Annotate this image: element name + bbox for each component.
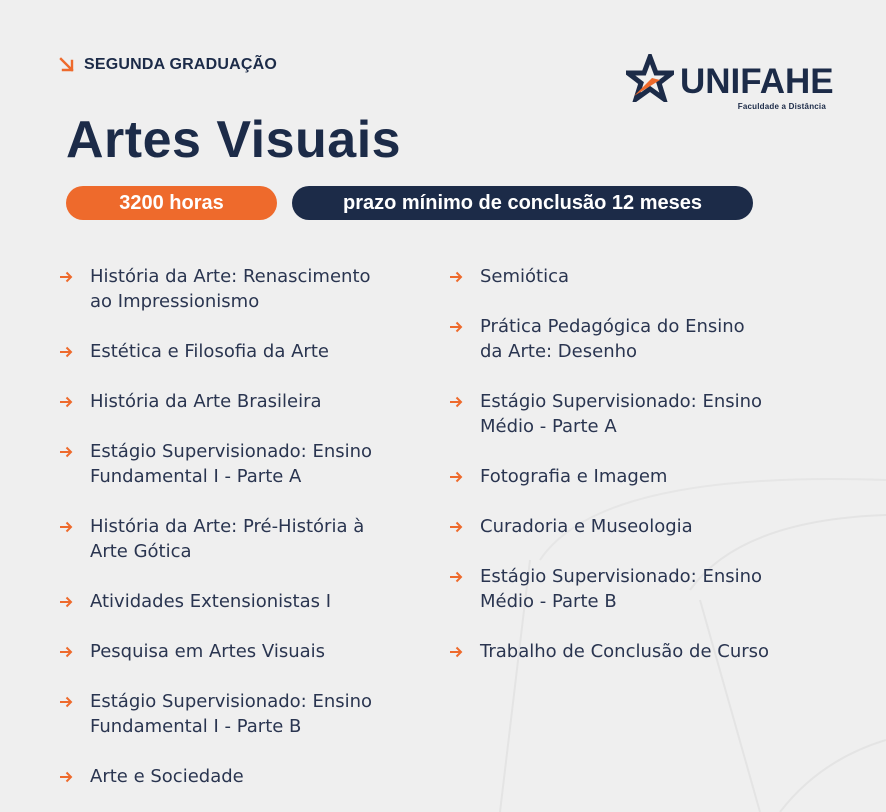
subject-line: História da Arte Brasileira [90,391,322,412]
list-item [448,389,762,439]
subject-line: Estética e Filosofia da Arte [90,341,329,362]
subject-line: Pesquisa em Artes Visuais [90,641,326,662]
list-item [448,264,569,289]
list-item [448,314,745,364]
subject-label [480,514,693,539]
subject-line: Curadoria e Museologia [480,516,693,537]
eyebrow-label: SEGUNDA GRADUAÇÃO [84,56,278,73]
arrow-right-icon [58,444,74,460]
subject-line: Arte Gótica [90,541,192,562]
subject-line: Estágio Supervisionado: Ensino [90,691,373,712]
logo-name: UNIFAHE [680,62,834,101]
logo-tagline: Faculdade a Distância [737,102,826,111]
subject-label [480,639,769,664]
list-item [58,589,331,614]
page-title: Artes Visuais [66,111,402,169]
subject-label [480,314,745,364]
subject-line: Médio - Parte A [480,416,617,437]
arrow-right-icon [58,394,74,410]
arrow-right-icon [58,269,74,285]
unifahe-logo [626,52,836,116]
subject-label [90,639,325,664]
subject-label [90,764,244,789]
list-item [58,689,372,739]
list-item [448,514,693,539]
subject-label [480,464,667,489]
subject-label [90,589,331,614]
arrow-right-icon [58,694,74,710]
subject-line: Arte e Sociedade [90,766,244,787]
subject-line: Estágio Supervisionado: Ensino [480,391,763,412]
list-item [58,439,372,489]
subject-line: Fotografia e Imagem [480,466,668,487]
subject-label [90,389,322,414]
subject-line: Fundamental I - Parte B [90,716,302,737]
subject-label [90,264,371,314]
hours-badge: 3200 horas [66,186,277,220]
subject-label [90,689,372,739]
list-item [58,339,329,364]
subject-line: Prática Pedagógica do Ensino [480,316,745,337]
subject-line: Trabalho de Conclusão de Curso [480,641,770,662]
arrow-down-right-icon [58,56,76,74]
list-item [448,564,762,614]
subject-label [480,564,762,614]
list-item [58,514,364,564]
list-item [58,764,244,789]
star-icon [626,54,674,102]
arrow-right-icon [58,769,74,785]
arrow-right-icon [58,519,74,535]
list-item [448,464,667,489]
list-item [58,639,325,664]
arrow-right-icon [448,394,464,410]
arrow-right-icon [448,644,464,660]
arrow-right-icon [58,594,74,610]
arrow-right-icon [448,269,464,285]
arrow-right-icon [448,519,464,535]
arrow-right-icon [448,319,464,335]
arrow-right-icon [448,569,464,585]
subject-line: da Arte: Desenho [480,341,638,362]
arrow-right-icon [448,469,464,485]
subject-line: Atividades Extensionistas I [90,591,332,612]
list-item [448,639,769,664]
subject-label [480,389,762,439]
arrow-right-icon [58,644,74,660]
subject-line: ao Impressionismo [90,291,260,312]
subject-line: História da Arte: Pré-História à [90,516,365,537]
subject-label [90,514,364,564]
list-item [58,389,322,414]
eyebrow [58,56,277,74]
subject-line: Médio - Parte B [480,591,617,612]
subject-label [90,339,329,364]
subject-line: Estágio Supervisionado: Ensino [90,441,373,462]
subject-label [480,264,569,289]
list-item [58,264,371,314]
subject-line: Semiótica [480,266,570,287]
arrow-right-icon [58,344,74,360]
deadline-badge: prazo mínimo de conclusão 12 meses [292,186,753,220]
subject-line: Estágio Supervisionado: Ensino [480,566,763,587]
subject-line: Fundamental I - Parte A [90,466,302,487]
subject-label [90,439,372,489]
subject-line: História da Arte: Renascimento [90,266,371,287]
